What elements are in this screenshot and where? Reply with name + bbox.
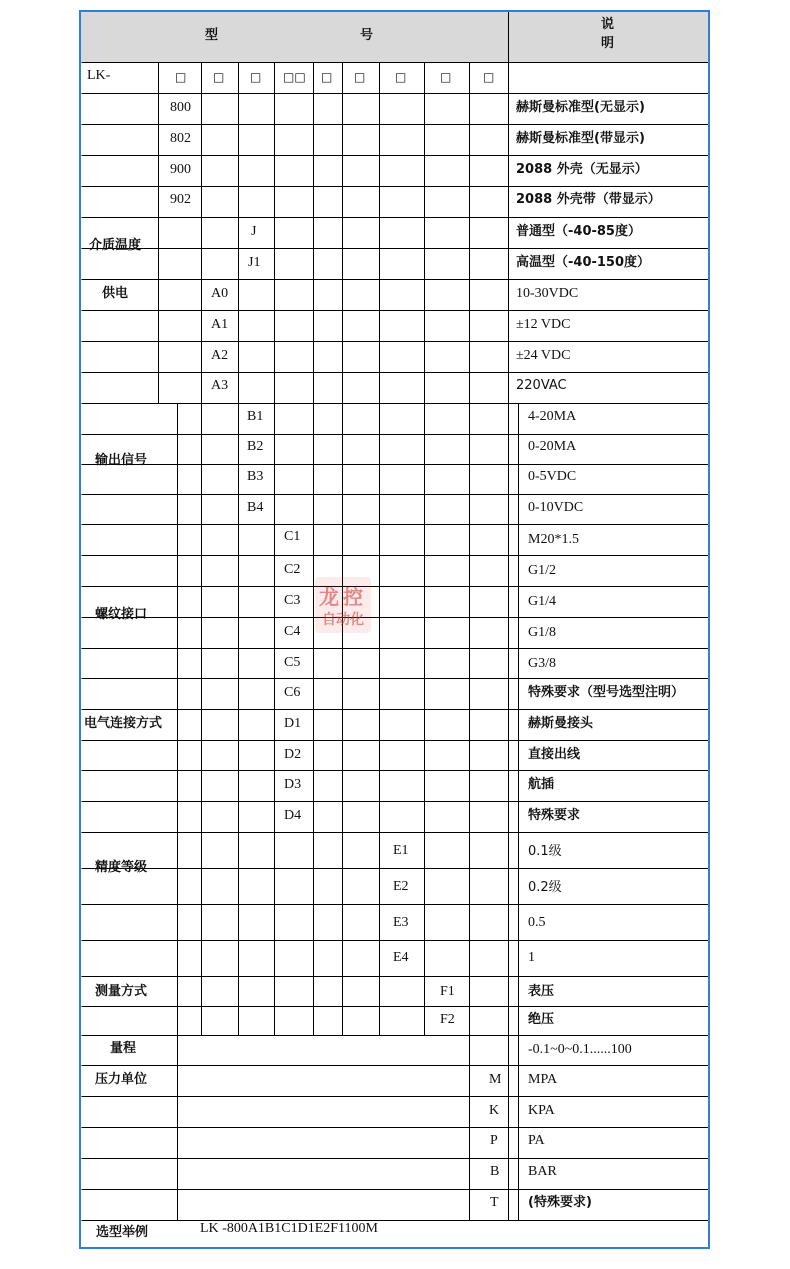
output-code: B1 <box>247 409 264 424</box>
range-label: 量程 <box>110 1041 137 1056</box>
code-slot: □ <box>440 70 452 84</box>
thread-label: 螺纹接口 <box>95 607 148 622</box>
power-code: A0 <box>211 286 229 301</box>
code-slot: □□ <box>283 70 306 84</box>
output-code: B3 <box>247 469 264 484</box>
electrical-code: D2 <box>284 747 302 762</box>
model-desc: 赫斯曼标准型(无显示) <box>516 100 645 115</box>
header-description-line1: 说 <box>601 17 615 32</box>
power-desc: 220VAC <box>516 378 567 393</box>
unit-desc: BAR <box>528 1164 557 1179</box>
unit-code: B <box>490 1164 500 1179</box>
accuracy-desc: 0.2级 <box>528 880 562 895</box>
electrical-desc: 特殊要求 <box>528 808 581 823</box>
unit-label: 压力单位 <box>95 1072 148 1087</box>
thread-desc: G1/2 <box>528 563 556 578</box>
code-slot: □ <box>395 70 407 84</box>
output-code: B2 <box>247 439 264 454</box>
output-desc: 0-20MA <box>528 439 577 454</box>
model-code: 902 <box>170 192 191 207</box>
watermark-line1: 龙控 <box>319 585 367 609</box>
power-label: 供电 <box>102 286 129 301</box>
thread-code: C6 <box>284 685 301 700</box>
power-desc: ±12 VDC <box>516 317 571 332</box>
power-code: A3 <box>211 378 229 393</box>
power-code: A1 <box>211 317 229 332</box>
thread-code: C4 <box>284 624 301 639</box>
code-slot: □ <box>483 70 495 84</box>
measurement-code: F2 <box>440 1012 455 1027</box>
code-slot: □ <box>175 70 187 84</box>
unit-desc: KPA <box>528 1103 555 1118</box>
output-desc: 4-20MA <box>528 409 577 424</box>
thread-code: C3 <box>284 593 301 608</box>
header-model-left: 型 <box>205 28 219 43</box>
temperature-code: J1 <box>248 255 261 270</box>
example-label: 选型举例 <box>96 1225 149 1240</box>
measurement-label: 测量方式 <box>95 984 148 999</box>
output-label: 输出信号 <box>95 453 148 468</box>
accuracy-code: E4 <box>393 950 409 965</box>
power-desc: 10-30VDC <box>516 286 579 301</box>
code-slot: □ <box>250 70 262 84</box>
accuracy-code: E1 <box>393 843 409 858</box>
header-model-right: 号 <box>360 28 374 43</box>
model-code: 800 <box>170 100 191 115</box>
electrical-label: 电气连接方式 <box>84 716 163 731</box>
measurement-desc: 表压 <box>528 984 555 999</box>
unit-code: M <box>489 1072 502 1087</box>
unit-code: K <box>489 1103 500 1118</box>
code-slot: □ <box>354 70 366 84</box>
output-code: B4 <box>247 500 264 515</box>
thread-desc: G3/8 <box>528 656 556 671</box>
temperature-label: 介质温度 <box>89 238 142 253</box>
model-desc: 赫斯曼标准型(带显示) <box>516 131 645 146</box>
temperature-desc: 普通型（-40-85度） <box>516 224 641 239</box>
thread-code: C2 <box>284 562 301 577</box>
accuracy-code: E3 <box>393 915 409 930</box>
model-code: 802 <box>170 131 191 146</box>
accuracy-desc: 0.5 <box>528 915 546 930</box>
power-desc: ±24 VDC <box>516 348 571 363</box>
electrical-code: D1 <box>284 716 302 731</box>
watermark-stamp <box>315 577 371 633</box>
thread-code: C1 <box>284 529 301 544</box>
power-code: A2 <box>211 348 229 363</box>
watermark-line2: 自动化 <box>322 612 364 628</box>
unit-desc: PA <box>528 1133 545 1148</box>
accuracy-code: E2 <box>393 879 409 894</box>
electrical-code: D3 <box>284 777 302 792</box>
thread-desc: M20*1.5 <box>528 532 579 547</box>
model-desc: 2088 外壳带（带显示） <box>516 192 661 207</box>
code-slot: □ <box>213 70 225 84</box>
electrical-code: D4 <box>284 808 302 823</box>
accuracy-desc: 0.1级 <box>528 844 562 859</box>
example-value: LK -800A1B1C1D1E2F1100M <box>200 1221 378 1236</box>
header-description-line2: 明 <box>601 36 615 51</box>
range-desc: -0.1~0~0.1......100 <box>528 1042 632 1057</box>
model-code: 900 <box>170 162 191 177</box>
output-desc: 0-5VDC <box>528 469 577 484</box>
thread-code: C5 <box>284 655 301 670</box>
model-desc: 2088 外壳（无显示） <box>516 162 648 177</box>
electrical-desc: 赫斯曼接头 <box>528 716 594 731</box>
temperature-desc: 高温型（-40-150度） <box>516 255 651 270</box>
thread-desc: G1/8 <box>528 625 556 640</box>
accuracy-desc: 1 <box>528 950 535 965</box>
measurement-code: F1 <box>440 984 455 999</box>
code-slot: □ <box>321 70 333 84</box>
thread-desc: G1/4 <box>528 594 556 609</box>
unit-code: P <box>490 1133 498 1148</box>
electrical-desc: 直接出线 <box>528 747 581 762</box>
thread-desc: 特殊要求（型号选型注明） <box>528 685 685 700</box>
code-prefix: LK- <box>87 68 111 83</box>
measurement-desc: 绝压 <box>528 1012 555 1027</box>
unit-desc: (特殊要求) <box>528 1195 592 1210</box>
temperature-code: J <box>251 224 257 239</box>
unit-code: T <box>490 1195 499 1210</box>
output-desc: 0-10VDC <box>528 500 584 515</box>
accuracy-label: 精度等级 <box>95 860 148 875</box>
unit-desc: MPA <box>528 1072 558 1087</box>
electrical-desc: 航插 <box>528 777 555 792</box>
